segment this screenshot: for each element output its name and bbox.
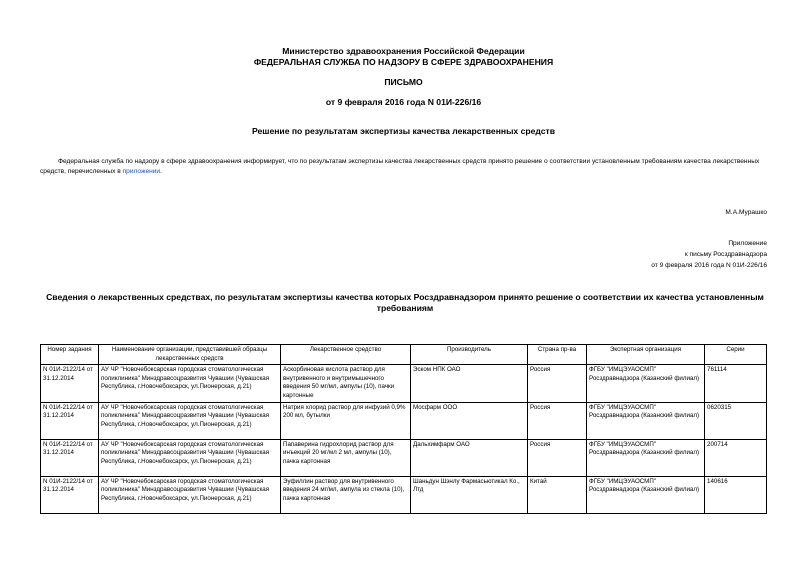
cell-organization: АУ ЧР "Новочебоксарская городская стоматологическая поликлиника" Минздравсоцразвития Чувашии (Чувашская Республика, г.Новочебоксарск, ул.Пионерская, д.21) [99,476,281,513]
document-type: ПИСЬМО [384,77,423,87]
cell-task-number: N 01И-2122/14 от 31.12.2014 [41,476,99,513]
cell-medicine: Натрия хлорид раствор для инфузий 0,9% 200 мл, бутылки [281,402,411,439]
service-name: ФЕДЕРАЛЬНАЯ СЛУЖБА ПО НАДЗОРУ В СФЕРЕ ЗДРАВООХРАНЕНИЯ [253,57,554,67]
header-country: Страна пр-ва [528,345,587,365]
cell-manufacturer: Мосфарм ООО [411,402,528,439]
table-row [41,402,767,439]
cell-country: Россия [528,365,587,402]
appendix-line-3: от 9 февраля 2016 года N 01И-226/16 [651,262,767,269]
cell-manufacturer: Эском НПК ОАО [411,365,528,402]
body-text-after: . [160,168,162,175]
cell-manufacturer: Дальхимфарм ОАО [411,439,528,476]
ministry-name: Министерство здравоохранения Российской Федерации [282,46,525,56]
appendix-link[interactable]: приложении [122,168,161,175]
table-row [41,439,767,476]
header-manufacturer: Производитель [411,345,528,365]
table-row [41,365,767,402]
cell-task-number: N 01И-2122/14 от 31.12.2014 [41,439,99,476]
appendix-line-1: Приложение [728,240,767,247]
cell-organization: АУ ЧР "Новочебоксарская городская стоматологическая поликлиника" Минздравсоцразвития Чувашии (Чувашская Республика, г.Новочебоксарск, ул.Пионерская, д.21) [99,439,281,476]
header-organization: Наименование организации, представившей образцы лекарственных средств [99,345,281,365]
cell-expert-organization: ФГБУ "ИМЦЭУАОСМП" Росздравнадзора (Казанский филиал) [587,439,705,476]
cell-series: 0620315 [705,402,767,439]
cell-country: Россия [528,439,587,476]
header-expert-organization: Экспертная организация [587,345,705,365]
body-paragraph [40,157,770,177]
document-subject: Решение по результатам экспертизы качества лекарственных средств [251,126,556,136]
cell-expert-organization: ФГБУ "ИМЦЭУАОСМП" Росздравнадзора (Казанский филиал) [587,365,705,402]
cell-task-number: N 01И-2122/14 от 31.12.2014 [41,365,99,402]
document-date-number: от 9 февраля 2016 года N 01И-226/16 [325,97,482,107]
cell-medicine: Аскорбиновая кислота раствор для внутривенного и внутримышечного введения 50 мг/мл, ампулы (10), пачки картонные [281,365,411,402]
cell-series: 761114 [705,365,767,402]
appendix-title: Сведения о лекарственных средствах, по результатам экспертизы качества которых Росздравнадзором принято решение о соответствии их качества установленным требованиям [46,292,764,313]
cell-series: 200714 [705,439,767,476]
table-header-row [41,345,767,365]
cell-country: Китай [528,476,587,513]
cell-country: Россия [528,402,587,439]
cell-manufacturer: Шаньдун Шэнлу Фармасьютикал Ко., Лтд [411,476,528,513]
cell-organization: АУ ЧР "Новочебоксарская городская стоматологическая поликлиника" Минздравсоцразвития Чувашии (Чувашская Республика, г.Новочебоксарск, ул.Пионерская, д.21) [99,402,281,439]
header-series: Серии [705,345,767,365]
cell-organization: АУ ЧР "Новочебоксарская городская стоматологическая поликлиника" Минздравсоцразвития Чувашии (Чувашская Республика, г.Новочебоксарск, ул.Пионерская, д.21) [99,365,281,402]
table-row [41,476,767,513]
medicines-table [40,344,767,514]
cell-expert-organization: ФГБУ "ИМЦЭУАОСМП" Росздравнадзора (Казанский филиал) [587,476,705,513]
cell-medicine: Эуфиллин раствор для внутривенного введения 24 мг/мл, ампула из стекла (10), пачка картонная [281,476,411,513]
body-text-before: Федеральная служба по надзору в сфере здравоохранения информирует, что по результатам экспертизы качества лекарственных средств принято решение о соответствии установленным требованиям качества лекарственных средств, перечисленных в [40,158,760,175]
appendix-line-2: к письму Росздравнадзора [684,251,767,258]
signature: М.А.Мурашко [725,209,767,216]
cell-expert-organization: ФГБУ "ИМЦЭУАОСМП" Росздравнадзора (Казанский филиал) [587,402,705,439]
cell-task-number: N 01И-2122/14 от 31.12.2014 [41,402,99,439]
header-medicine: Лекарственное средство [281,345,411,365]
header-task-number: Номер задания [41,345,99,365]
cell-series: 140616 [705,476,767,513]
cell-medicine: Папаверина гидрохлорид раствор для инъекций 20 мг/мл 2 мл, ампулы (10), пачка картонная [281,439,411,476]
